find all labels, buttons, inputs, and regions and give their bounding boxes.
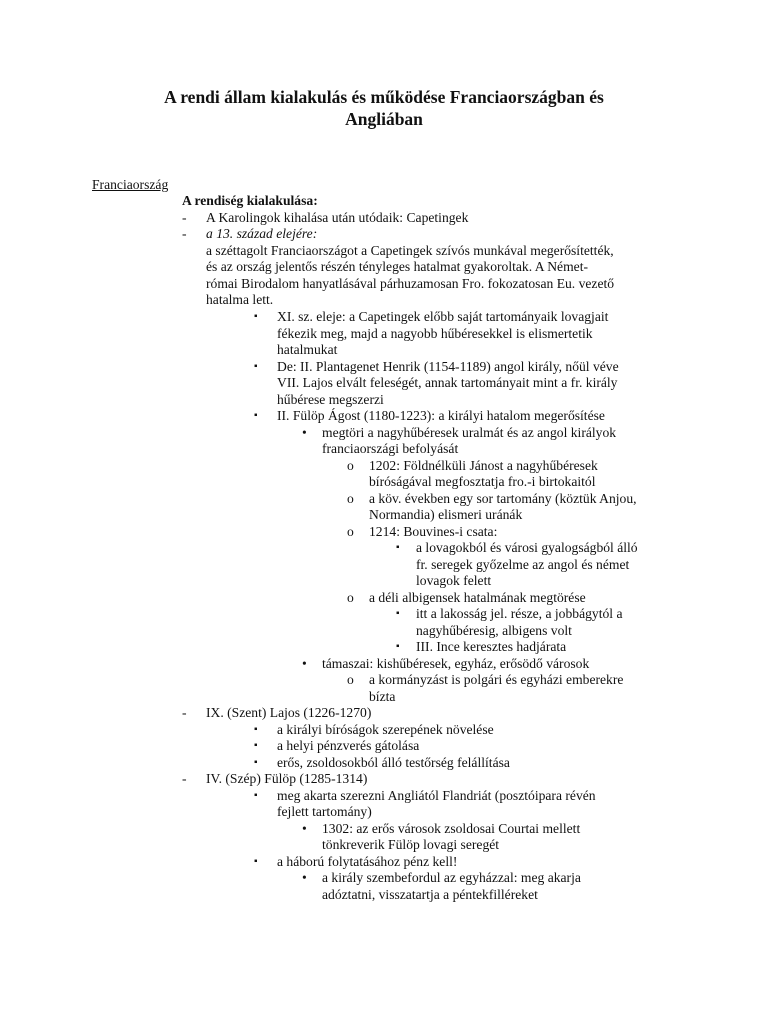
text-line: a széttagolt Franciaországot a Capetingek szívós munkával megerősítették,	[206, 243, 614, 258]
text-line: erős, zsoldosokból álló testőrség felállítása	[277, 755, 510, 770]
disc-bullet: •	[302, 870, 307, 885]
text-line: tönkreverik Fülöp lovagi seregét	[322, 837, 500, 852]
text-line: a köv. években egy sor tartomány (köztük Anjou,	[369, 491, 637, 506]
disc-bullet: •	[302, 821, 307, 836]
square-bullet: ▪	[254, 757, 258, 768]
dash-bullet: -	[182, 226, 187, 241]
text-line: a helyi pénzverés gátolása	[277, 738, 420, 753]
text-line: II. Fülöp Ágost (1180-1223): a királyi hatalom megerősítése	[277, 408, 605, 423]
circle-bullet: o	[347, 672, 354, 687]
text-line: bízta	[369, 689, 396, 704]
circle-bullet: o	[347, 590, 354, 605]
square-bullet: ▪	[396, 641, 400, 652]
text-line: IV. (Szép) Fülöp (1285-1314)	[206, 771, 368, 786]
square-bullet: ▪	[254, 790, 258, 801]
square-bullet: ▪	[254, 856, 258, 867]
text-line: bíróságával megfosztatja fro.-i birtokaitól	[369, 474, 596, 489]
text-line: A Karolingok kihalása után utódaik: Capetingek	[206, 210, 469, 225]
text-line: a királyi bíróságok szerepének növelése	[277, 722, 494, 737]
square-bullet: ▪	[254, 740, 258, 751]
text-line: 1302: az erős városok zsoldosai Courtai mellett	[322, 821, 581, 836]
text-line: VII. Lajos elvált feleségét, annak tartományait mint a fr. király	[277, 375, 618, 390]
text-line: De: II. Plantagenet Henrik (1154-1189) angol király, nőül véve	[277, 359, 619, 374]
text-line: itt a lakosság jel. része, a jobbágytól a	[416, 606, 623, 621]
section-label: Franciaország	[92, 177, 169, 192]
text-line: nagyhűbéresig, albigens volt	[416, 623, 572, 638]
text-line: a lovagokból és városi gyalogságból álló	[416, 540, 638, 555]
text-line: a király szembefordul az egyházzal: meg akarja	[322, 870, 581, 885]
circle-bullet: o	[347, 491, 354, 506]
disc-bullet: •	[302, 425, 307, 440]
square-bullet: ▪	[254, 311, 258, 322]
text-line: a háború folytatásához pénz kell!	[277, 854, 458, 869]
title-line-1: A rendi állam kialakulás és működése Franciaországban és	[164, 87, 604, 107]
text-line: és az ország jelentős részén tényleges hatalmat gyakoroltak. A Német-	[206, 259, 588, 274]
disc-bullet: •	[302, 656, 307, 671]
text-line: III. Ince keresztes hadjárata	[416, 639, 567, 654]
text-line: IX. (Szent) Lajos (1226-1270)	[206, 705, 372, 720]
subheading: A rendiség kialakulása:	[182, 193, 318, 208]
text-line: a déli albigensek hatalmának megtörése	[369, 590, 586, 605]
text-line: hűbérese megszerzi	[277, 392, 384, 407]
text-line: fejlett tartomány)	[277, 804, 372, 819]
square-bullet: ▪	[254, 724, 258, 735]
dash-bullet: -	[182, 771, 187, 786]
text-line: franciaországi befolyását	[322, 441, 459, 456]
text-line: lovagok felett	[416, 573, 492, 588]
document-title	[0, 86, 768, 130]
text-line: hatalmukat	[277, 342, 338, 357]
text-line: 1214: Bouvines-i csata:	[369, 524, 498, 539]
square-bullet: ▪	[254, 361, 258, 372]
circle-bullet: o	[347, 524, 354, 539]
text-line: Normandia) elismeri uránák	[369, 507, 523, 522]
text-line: hatalma lett.	[206, 292, 274, 307]
text-line: megtöri a nagyhűbéresek uralmát és az angol királyok	[322, 425, 617, 440]
text-line: meg akarta szerezni Angliától Flandriát (posztóipara révén	[277, 788, 596, 803]
square-bullet: ▪	[254, 410, 258, 421]
circle-bullet: o	[347, 458, 354, 473]
title-line-2: Angliában	[345, 109, 423, 129]
square-bullet: ▪	[396, 542, 400, 553]
text-line: XI. sz. eleje: a Capetingek előbb saját tartományaik lovagjait	[277, 309, 609, 324]
text-line: adóztatni, visszatartja a péntekfilléreket	[322, 887, 538, 902]
text-line: a kormányzást is polgári és egyházi emberekre	[369, 672, 624, 687]
text-line: 1202: Földnélküli Jánost a nagyhűbéresek	[369, 458, 598, 473]
square-bullet: ▪	[396, 608, 400, 619]
text-line: fékezik meg, majd a nagyobb hűbéresekkel is elismertetik	[277, 326, 593, 341]
text-line: fr. seregek győzelme az angol és német	[416, 557, 630, 572]
dash-bullet: -	[182, 210, 187, 225]
text-line: a 13. század elejére:	[206, 226, 318, 241]
dash-bullet: -	[182, 705, 187, 720]
text-line: támaszai: kishűbéresek, egyház, erősödő városok	[322, 656, 590, 671]
text-line: római Birodalom hanyatlásával párhuzamosan Fro. fokozatosan Eu. vezető	[206, 276, 615, 291]
